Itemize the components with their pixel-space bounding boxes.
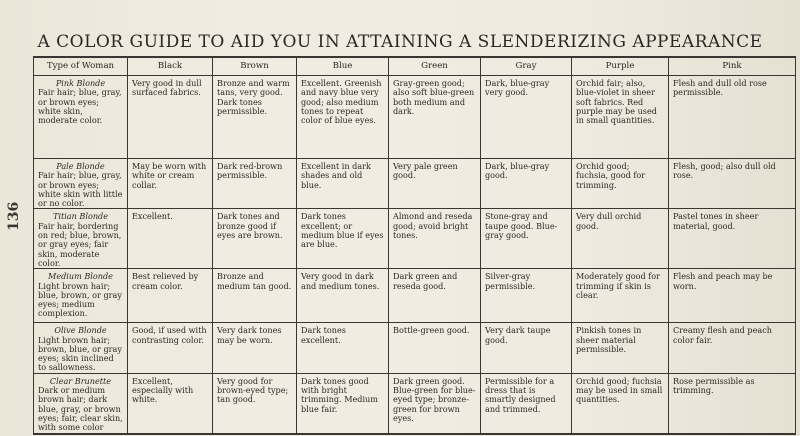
green-cell: Dark green and reseda good. [389,269,481,323]
table-row [34,76,796,159]
pink-cell: Pastel tones in sheer material, good. [669,209,796,269]
header-row [34,57,796,76]
pink-cell: Flesh, good; also dull old rose. [669,159,796,209]
brown-cell: Dark tones and bronze good if eyes are brown. [213,209,297,269]
type-description: Dark or medium brown hair; dark blue, gray, or brown eyes; fair, clear skin, with some color [38,385,123,433]
purple-cell: Very dull orchid good. [572,209,669,269]
black-cell: May be worn with white or cream collar. [128,159,213,209]
type-description: Fair hair; blue, gray, or brown eyes; white skin with little or no color. [38,170,123,209]
blue-cell: Dark tones excellent; or medium blue if eyes are blue. [297,209,389,269]
green-cell: Gray-green good; also soft blue-green both medium and dark. [389,76,481,159]
brown-cell: Bronze and warm tans, very good. Dark tones permissible. [213,76,297,159]
type-cell [34,269,128,323]
type-cell [34,159,128,209]
pink-cell: Flesh and dull old rose permissible. [669,76,796,159]
green-cell: Bottle-green good. [389,323,481,373]
black-cell: Best relieved by cream color. [128,269,213,323]
table-row [34,323,796,373]
page-title: A COLOR GUIDE TO AID YOU IN ATTAINING A SLENDERIZING APPEARANCE [37,32,763,52]
brown-cell: Very dark tones may be worn. [213,323,297,373]
page-number: 136 [6,201,22,231]
gray-cell: Very dark taupe good. [481,323,572,373]
header-brown: Brown [213,57,297,76]
purple-cell: Pinkish tones in sheer material permissible. [572,323,669,373]
type-name: Pale Blonde [56,161,105,171]
brown-cell: Bronze and medium tan good. [213,269,297,323]
color-guide-table [33,56,796,435]
type-name: Clear Brunette [49,375,112,386]
blue-cell: Dark tones good with bright trimming. Medium blue fair. [297,373,389,433]
green-cell: Almond and reseda good; avoid bright tones. [389,209,481,269]
blue-cell: Dark tones excellent. [297,323,389,373]
header-blue: Blue [297,57,389,76]
table-row [34,209,796,269]
header-purple: Purple [572,57,669,76]
type-description: Fair hair; blue, gray, or brown eyes; white skin, moderate color. [38,87,122,126]
pink-cell: Rose permissible as trimming. [669,373,796,433]
type-description: Light brown hair; brown, blue, or gray eyes; skin inclined to sallowness. [38,334,122,373]
purple-cell: Moderately good for trimming if skin is clear. [572,269,669,323]
pink-cell: Creamy flesh and peach color fair. [669,323,796,373]
gray-cell: Permissible for a dress that is smartly designed and trimmed. [481,373,572,433]
type-name: Medium Blonde [48,271,113,282]
purple-cell: Orchid fair; also, blue-violet in sheer soft fabrics. Red purple may be used in small quantities. [572,76,669,159]
type-name: Olive Blonde [54,325,107,336]
header-type-of-woman: Type of Woman [34,57,128,76]
pink-cell: Flesh and peach may be worn. [669,269,796,323]
black-cell: Good, if used with contrasting color. [128,323,213,373]
type-name: Titian Blonde [52,211,109,222]
purple-cell: Orchid good; fuchsia, good for trimming. [572,159,669,209]
black-cell: Very good in dull surfaced fabrics. [128,76,213,159]
purple-cell: Orchid good; fuchsia may be used in small quantities. [572,373,669,433]
header-green: Green [389,57,481,76]
table-row [34,373,796,433]
brown-cell: Very good for brown-eyed type; tan good. [213,373,297,433]
blue-cell: Excellent. Greenish and navy blue very good; also medium tones to repeat color of blue eyes. [297,76,389,159]
type-cell [34,76,128,159]
type-cell [34,209,128,269]
brown-cell: Dark red-brown permissible. [213,159,297,209]
type-description: Light brown hair; blue, brown, or gray eyes; medium complexion. [38,280,122,319]
gray-cell: Dark, blue-gray very good. [481,76,572,159]
table-row [34,269,796,323]
green-cell: Very pale green good. [389,159,481,209]
blue-cell: Excellent in dark shades and old blue. [297,159,389,209]
header-black: Black [128,57,213,76]
gray-cell: Stone-gray and taupe good. Blue-gray good. [481,209,572,269]
green-cell: Dark green good. Blue-green for blue-eyed type; bronze-green for brown eyes. [389,373,481,433]
black-cell: Excellent, especially with white. [128,373,213,433]
black-cell: Excellent. [128,209,213,269]
type-description: Fair hair, bordering on red; blue, brown, or gray eyes; fair skin, moderate color. [38,220,122,268]
table-row [34,159,796,209]
type-cell [34,323,128,373]
gray-cell: Silver-gray permissible. [481,269,572,323]
type-name: Pink Blonde [55,78,106,88]
gray-cell: Dark, blue-gray good. [481,159,572,209]
type-cell [34,373,128,433]
blue-cell: Very good in dark and medium tones. [297,269,389,323]
header-gray: Gray [481,57,572,76]
header-pink: Pink [669,57,796,76]
